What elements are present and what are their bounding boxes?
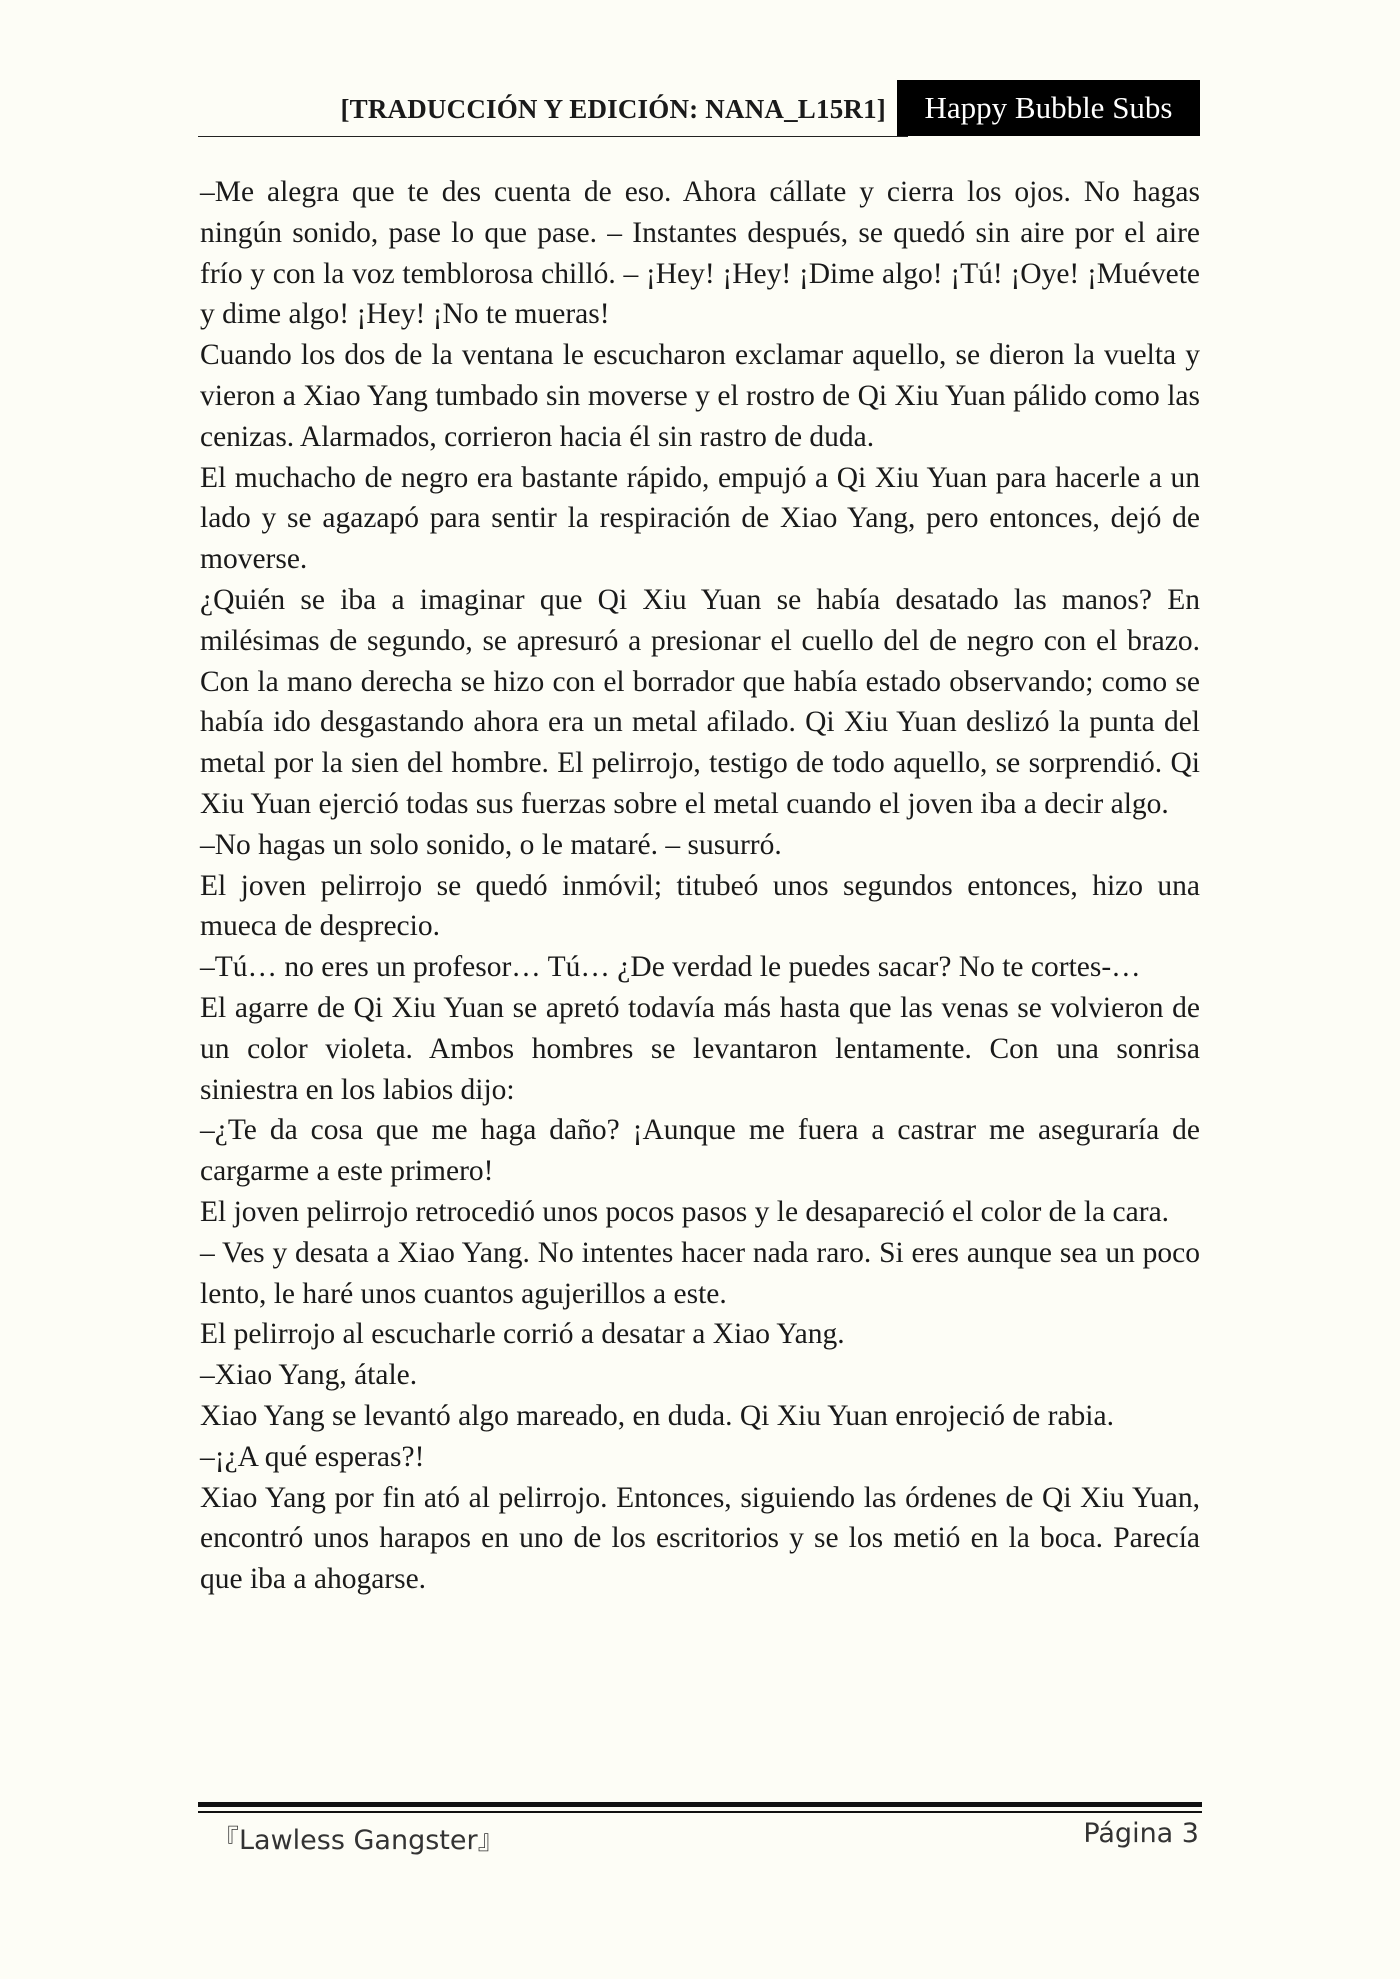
paragraph: –¿Te da cosa que me haga daño? ¡Aunque me fuera a castrar me aseguraría de cargarme a este primero! <box>200 1114 1200 1188</box>
page-number: Página 3 <box>1083 1818 1199 1849</box>
paragraph: Xiao Yang por fin ató al pelirrojo. Entonces, siguiendo las órdenes de Qi Xiu Yuan, encontró unos harapos en uno de los escritorios y se los metió en la boca. Parecía que iba a ahogarse. <box>200 1481 1200 1596</box>
footer-divider-thick <box>198 1802 1202 1807</box>
paragraph: –Xiao Yang, átale. <box>200 1359 418 1392</box>
paragraph: –¡¿A qué esperas?! <box>200 1440 425 1473</box>
paragraph: –Me alegra que te des cuenta de eso. Ahora cállate y cierra los ojos. No hagas ningún sonido, pase lo que pase. – Instantes después, se quedó sin aire por el aire frío y con la voz temblorosa chilló. – ¡Hey! ¡Hey! ¡Dime algo! ¡Tú! ¡Oye! ¡Muévete y dime algo! ¡Hey! ¡No te mueras! <box>200 176 1200 331</box>
paragraph: – Ves y desata a Xiao Yang. No intentes hacer nada raro. Si eres aunque sea un poco lento, le haré unos cuantos agujerillos a este. <box>200 1236 1200 1310</box>
paragraph: –No hagas un solo sonido, o le mataré. – susurró. <box>200 828 782 861</box>
paragraph: El agarre de Qi Xiu Yuan se apretó todavía más hasta que las venas se volvieron de un color violeta. Ambos hombres se levantaron lentamente. Con una sonrisa siniestra en los labios dijo: <box>200 991 1200 1106</box>
footer-divider-thin <box>198 1811 1202 1813</box>
paragraph: Cuando los dos de la ventana le escucharon exclamar aquello, se dieron la vuelta y vieron a Xiao Yang tumbado sin moverse y el rostro de Qi Xiu Yuan pálido como las cenizas. Alarmados, corrieron hacia él sin rastro de duda. <box>200 339 1200 453</box>
paragraph: El muchacho de negro era bastante rápido, empujó a Qi Xiu Yuan para hacerle a un lado y se agazapó para sentir la respiración de Xiao Yang, pero entonces, dejó de moverse. <box>200 461 1200 576</box>
header-divider <box>198 136 908 137</box>
group-badge: Happy Bubble Subs <box>897 80 1200 136</box>
paragraph: –Tú… no eres un profesor… Tú… ¿De verdad le puedes sacar? No te cortes-… <box>200 951 1141 984</box>
paragraph: El joven pelirrojo se quedó inmóvil; titubeó unos segundos entonces, hizo una mueca de desprecio. <box>200 869 1200 943</box>
paragraph: Xiao Yang se levantó algo mareado, en duda. Qi Xiu Yuan enrojeció de rabia. <box>200 1399 1114 1432</box>
paragraph: El joven pelirrojo retrocedió unos pocos pasos y le desapareció el color de la cara. <box>200 1195 1170 1228</box>
translator-credit: [TRADUCCIÓN Y EDICIÓN: NANA_L15R1] <box>340 94 886 124</box>
paragraph: El pelirrojo al escucharle corrió a desatar a Xiao Yang. <box>200 1318 845 1351</box>
chapter-body <box>200 172 1200 1600</box>
footer-book-title: 『Lawless Gangster』 <box>212 1825 505 1856</box>
page-header <box>198 80 1200 136</box>
paragraph: ¿Quién se iba a imaginar que Qi Xiu Yuan se había desatado las manos? En milésimas de segundo, se apresuró a presionar el cuello del de negro con el brazo. Con la mano derecha se hizo con el borrador que había estado observando; como se había ido desgastando ahora era un metal afilado. Qi Xiu Yuan deslizó la punta del metal por la sien del hombre. El pelirrojo, testigo de todo aquello, se sorprendió. Qi Xiu Yuan ejerció todas sus fuerzas sobre el metal cuando el joven iba a decir algo. <box>200 583 1200 820</box>
